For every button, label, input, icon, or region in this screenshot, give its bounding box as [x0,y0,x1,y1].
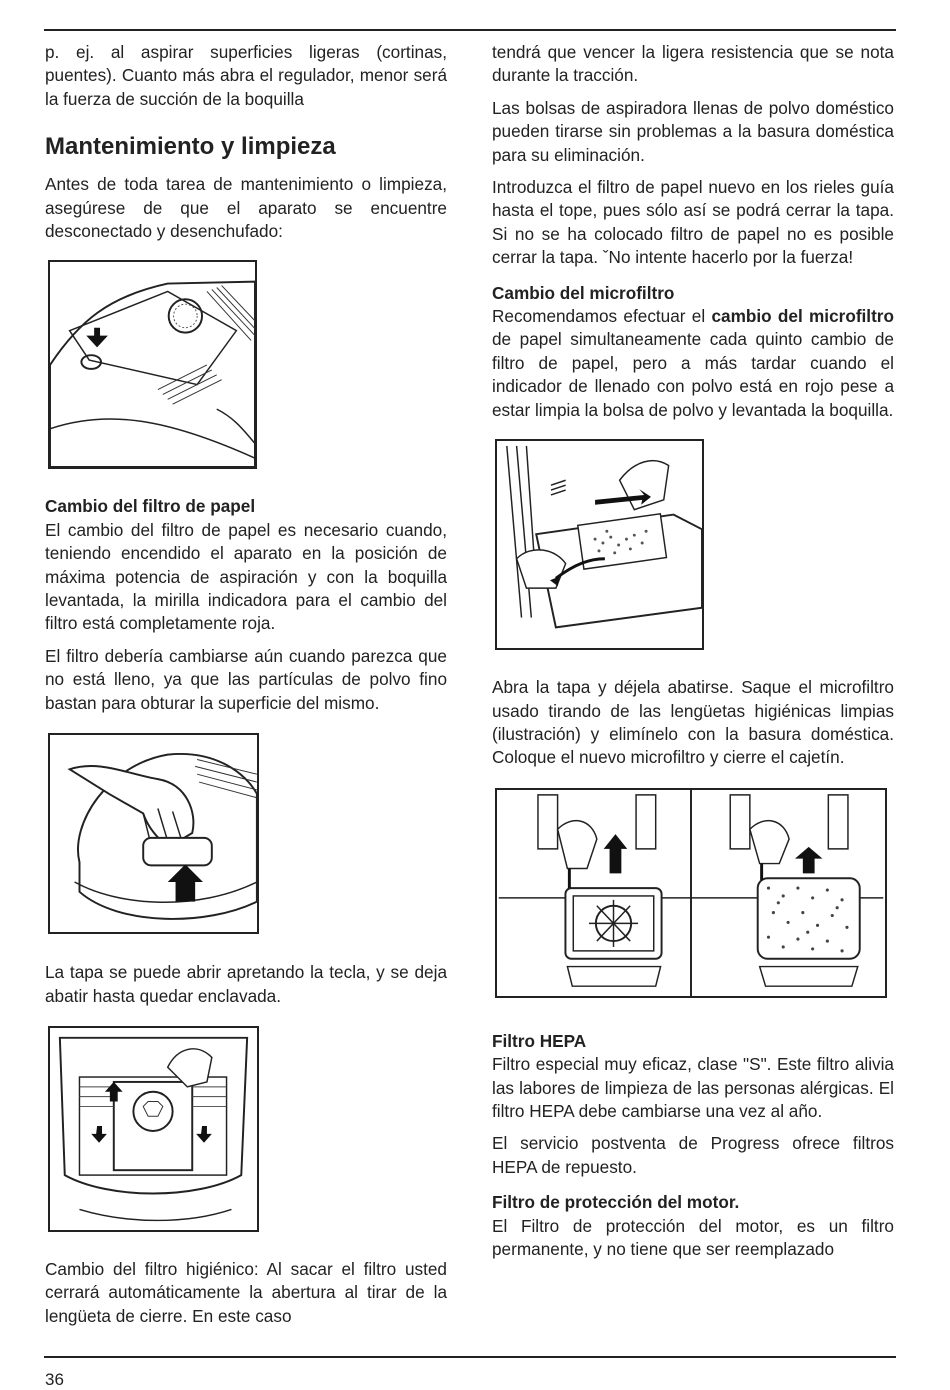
microfilter-text-start: Recomendamos efectuar el [492,306,712,327]
lid-paragraph: La tapa se puede abrir apretando la tecla, y se deja abatir hasta quedar enclavada. [45,962,447,1006]
continued-paragraph-2: Las bolsas de aspiradora llenas de polvo doméstico pueden tirarse sin problemas a la basura doméstica para su eliminación. [492,97,894,165]
motor-filter-title: Filtro de protección del motor. [492,1192,740,1213]
continued-paragraph-3: Introduzca el filtro de papel nuevo en los rieles guía hasta el tope, pues sólo así se podrá cerrar la tapa. Si no se ha colocado filtro de papel no es posible cerrar la tapa. ˇNo intente hacerlo por la fuerza! [492,177,894,268]
motor-filter-paragraph: El Filtro de protección del motor, es un filtro permanente, y no tiene que ser reemplazado [492,1215,894,1259]
hygienic-filter-illustration [48,1026,259,1232]
microfilter-bold-text: cambio del microfiltro [711,306,894,327]
continued-paragraph-1: tendrá que vencer la ligera resistencia que se nota durante la tracción. [492,42,894,86]
hepa-filter-illustration [495,788,887,998]
left-column [45,41,447,1337]
vacuum-top-illustration [48,260,257,469]
microfilter-removal-illustration [495,439,704,650]
maintenance-paragraph: Antes de toda tarea de mantenimiento o limpieza, asegúrese de que el aparato se encuentre desconectado y desenchufado: [45,174,447,242]
hepa-paragraph-1: Filtro especial muy eficaz, clase "S". Este filtro alivia las labores de limpieza de las personas alérgicas. El filtro HEPA debe cambiarse una vez al año. [492,1054,894,1121]
page-number: 36 [45,1370,64,1389]
section-heading: Mantenimiento y limpieza [45,133,336,161]
paper-filter-title: Cambio del filtro de papel [45,496,256,517]
microfilter-title: Cambio del microfiltro [492,282,675,303]
hygienic-filter-paragraph: Cambio del filtro higiénico: Al sacar el filtro usted cerrará automáticamente la abertura al tirar de la lengüeta de cierre. En este caso [45,1258,447,1326]
microfilter-steps-paragraph: Abra la tapa y déjela abatirse. Saque el microfiltro usado tirando de las lengüetas higiénicas limpias (ilustración) y elimínelo con la basura doméstica. Coloque el nuevo microfiltro y cierre el cajetín. [492,677,894,768]
microfilter-paragraph [492,305,894,422]
paper-filter-paragraph-2: El filtro debería cambiarse aún cuando parezca que no está lleno, ya que las partículas de polvo fino bastan para obturar la superficie del mismo. [45,645,447,713]
top-rule [44,29,896,31]
paper-filter-paragraph-1: El cambio del filtro de papel es necesario cuando, teniendo encendido el aparato en la posición de máxima potencia de aspiración y con la boquilla levantada, la mirilla indicadora para el cambio del filtro está completamente roja. [45,519,447,634]
lid-button-illustration [48,733,259,934]
hepa-paragraph-2: El servicio postventa de Progress ofrece filtros HEPA de repuesto. [492,1133,894,1177]
microfilter-text-end: de papel simultaneamente cada quinto cambio de filtro de papel, pero a más tardar cuando el indicador de llenado con polvo está en rojo pese a estar limpia la bolsa de polvo y levantada la boquilla. [492,329,894,420]
bottom-rule [44,1356,896,1358]
intro-paragraph: p. ej. al aspirar superficies ligeras (cortinas, puentes). Cuanto más abra el regulador, menor será la fuerza de succión de la boquilla [45,42,447,109]
hepa-title: Filtro HEPA [492,1030,587,1051]
right-column [492,41,894,1270]
